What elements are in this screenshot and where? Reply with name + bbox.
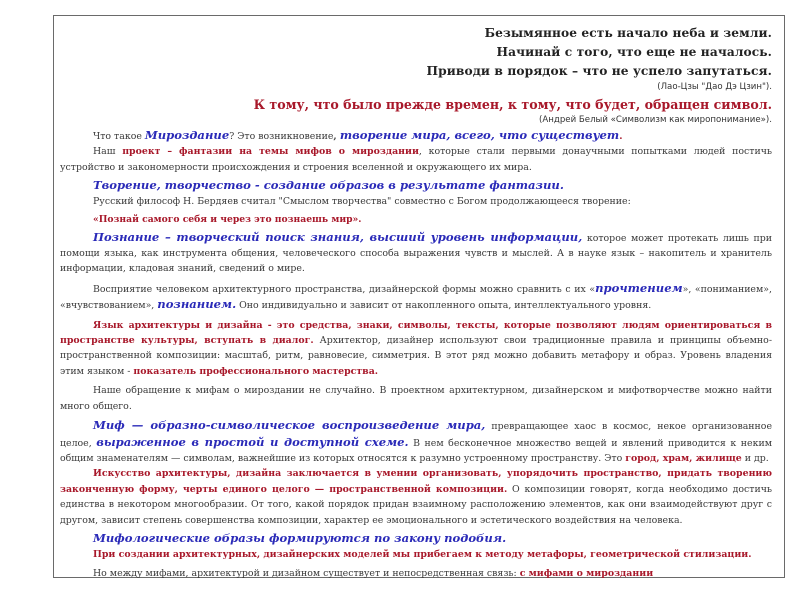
paragraph-svyaz	[60, 566, 772, 581]
text: которое может протекать лишь при помощи языка, как инструмента общения, человеческого способа выражения чувств и мыслей. А в науке язык – накопитель и хранитель информации, кладовая знаний, сведений о мире.	[60, 232, 772, 275]
text: , которые стали первыми донаучными попытками людей постичь устройство и закономерности происхождения и строения вселенной и окружающего их мира.	[60, 146, 772, 173]
text: О композиции говорят, когда необходимо достичь единства в некотором многообразии. От того, какой порядок придан взаимному расположению элементов, как они взаимодействуют друг с другом, зависит степень совершенства композиции, характер ее эмоционального и эстетического воздействия на человека.	[60, 483, 772, 526]
text: Оно индивидуально и зависит от накопленного опыта, интеллектуального уровня.	[236, 300, 652, 312]
term-mif: Миф — образно-символическое воспроизведение мира,	[93, 418, 486, 433]
term-skhema: выраженное в простой и доступной схеме.	[96, 434, 409, 449]
quote-poznai: «Познай самого себя и через это познаешь мир».	[93, 213, 362, 225]
text: ,	[333, 131, 340, 142]
text: », «пониманием», «вчувствованием»,	[60, 283, 772, 312]
paragraph-yazyk	[60, 318, 772, 380]
epigraph-source-2: (Андрей Белый «Символизм как миропонимание»).	[539, 115, 772, 125]
text: ? Это возникновение	[229, 131, 334, 142]
term-mirozdanie: Мироздание	[144, 128, 230, 142]
text: Но между мифами, архитектурой и дизайном существует и непосредственная связь:	[93, 568, 520, 580]
heading-mifologicheskie: Мифологические образы формируются по закону подобия.	[93, 530, 507, 545]
text: В нем бесконечное множество вещей и явлений приводится к неким общим знаменателям — символам, важнейшие из которых относятся к разумно устроенному пространству. Это	[60, 437, 773, 464]
epigraph-quote-2: К тому, что было прежде времен, к тому, что будет, обращен символ.	[253, 97, 772, 112]
text: превращающее хаос в космос, некое организованное целое,	[60, 421, 772, 449]
text: и др.	[741, 452, 769, 464]
symbols-highlight: город, храм, жилище	[625, 452, 742, 464]
term-prochtenie: прочтением	[595, 280, 683, 295]
text: Наш	[93, 146, 123, 158]
text: .	[619, 131, 623, 142]
epigraph-line: Приводи в порядок – что не успело запутаться.	[426, 64, 772, 78]
epigraph-line: Начинай с того, что еще не началось.	[496, 45, 772, 59]
masterstvo-highlight: показатель профессионального мастерства.	[133, 365, 379, 377]
definition: творение мира, всего, что существует	[339, 128, 620, 142]
paragraph-obrashchenie: Наше обращение к мифам о мироздании не случайно. В проектном архитектурном, дизайнерском и мифотворчестве можно найти много общего.	[60, 385, 772, 412]
term-poznanie: Познание – творческий поиск знания, высший уровень информации,	[93, 229, 583, 244]
project-highlight: проект – фантазии на темы мифов о мироздании	[122, 146, 419, 158]
heading-tvorenie: Творение, творчество - создание образов в результате фантазии.	[93, 178, 564, 193]
document-body	[60, 24, 772, 582]
paragraph-poznanie	[60, 230, 772, 277]
paragraph-mirozdanie	[60, 128, 772, 144]
text: Архитектор, дизайнер используют свои традиционные правила и принципы объемно-пространственной композиции: масштаб, ритм, равновесие, симметрия. В этот ряд можно добавить метафору и образ. Уровень владения этим языком -	[60, 335, 772, 377]
yazyk-highlight: Язык архитектуры и дизайна - это средства, знаки, символы, тексты, которые позволяют людям ориентироваться в пространстве культуры, вступать в диалог.	[60, 319, 772, 347]
paragraph-berdyaev: Русский философ Н. Бердяев считал "Смыслом творчества" совместно с Богом продолжающееся творение:	[93, 196, 631, 208]
paragraph-mif	[60, 418, 772, 466]
iskusstvo-highlight: Искусство архитектуры, дизайна заключается в умении организовать, упорядочить пространство, придать творению законченную форму, черты единого целого — пространственной композиции.	[60, 468, 772, 495]
paragraph-project	[60, 144, 772, 175]
epigraph-line: Безымянное есть начало неба и земли.	[484, 26, 772, 40]
paragraph-vospriyatie	[60, 281, 772, 314]
paragraph-iskusstvo	[60, 466, 772, 528]
text: Что такое	[93, 131, 145, 142]
svyaz-highlight: с мифами о мироздании	[519, 568, 654, 580]
text: Восприятие человеком архитектурного пространства, дизайнерской формы можно сравнить с их «	[93, 283, 596, 295]
epigraph-source: (Лао-Цзы "Дао Дэ Цзин").	[657, 82, 772, 92]
term-poznaniem: познанием.	[157, 297, 237, 312]
paragraph-metafora: При создании архитектурных, дизайнерских моделей мы прибегаем к методу метафоры, геометрической стилизации.	[93, 548, 752, 560]
